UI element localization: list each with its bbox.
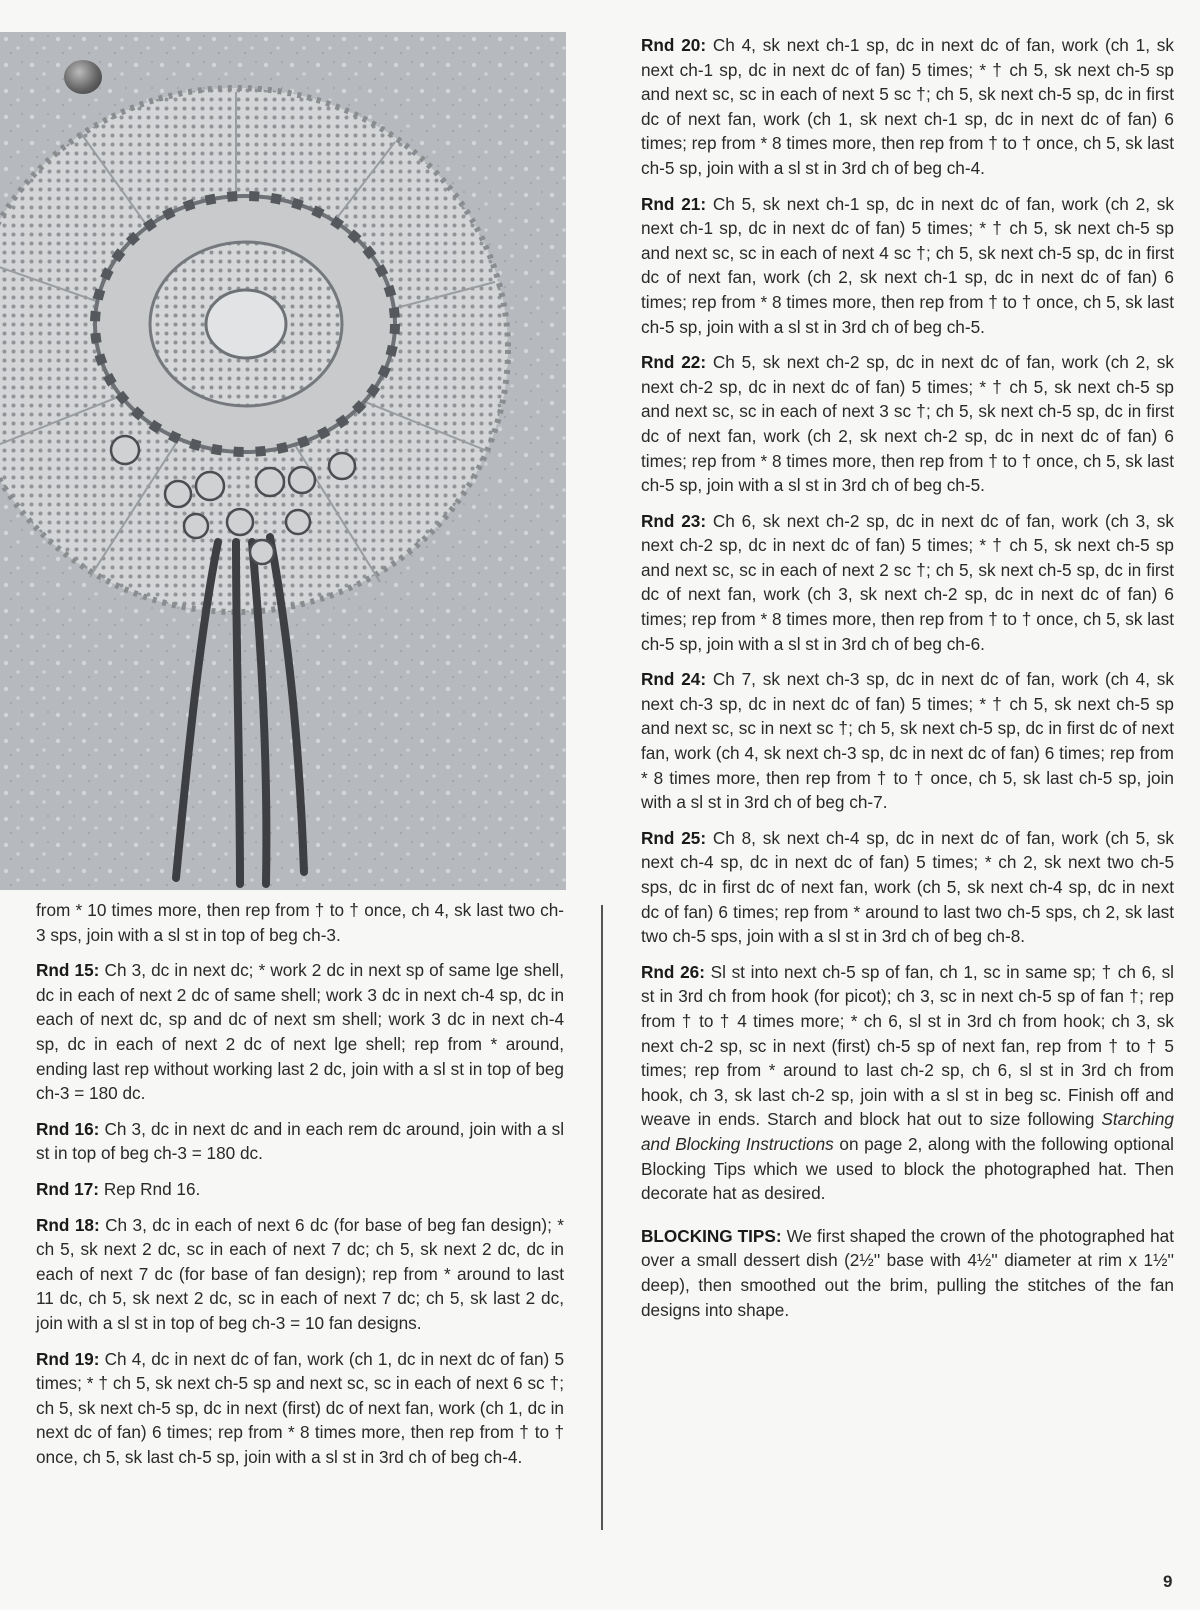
- round-label: Rnd 21:: [641, 193, 707, 214]
- round-26: [641, 960, 1174, 1206]
- round-text-end: on page 2, along with the following optional Blocking Tips which we used to block the photographed hat. Then decorate hat as desired.: [641, 1133, 1174, 1204]
- round-text: Ch 3, dc in each of next 6 dc (for base of beg fan design); * ch 5, sk next 2 dc, sc in each of next 7 dc; ch 5, sk next 2 dc, dc in each of next 7 dc (for base of fan design); rep from * around to last 11 dc, ch 5, sk next 2 dc, sc in each of next 7 dc; ch 5, sk last 2 dc, join with a sl st in top of beg ch-3 = 10 fan designs.: [36, 1214, 564, 1333]
- hat-crown: [95, 196, 395, 452]
- round-text: Sl st into next ch-5 sp of fan, ch 1, sc in same sp; † ch 6, sl st in 3rd ch from hook (for picot); ch 3, sc in next ch-5 sp of fan †; rep from † to † 4 times more; * ch 6, sl st in 3rd ch from hook; ch 3, sk next ch-2 sp, sc in next (first) ch-5 sp of next fan, rep from † to † 5 times; rep from * around to last ch-2 sp, ch 6, sl st in 3rd ch from hook, ch 3, sk last ch-2 sp, join with a sl st in beg sc. Finish off and weave in ends. Starch and block hat out to size following: [641, 961, 1174, 1130]
- round-text: Ch 6, sk next ch-2 sp, dc in next dc of fan, work (ch 3, sk next ch-2 sp, dc in next dc of fan) 5 times; * † ch 5, sk next ch-5 sp and next sc, sc in each of next 2 sc †; ch 5, sk next ch-5 sp, dc in first dc of next fan, work (ch 3, sk next ch-2 sp, dc in next dc of fan) 6 times; rep from * 8 times more, then rep from † to † once, ch 5, sk last ch-5 sp, join with a sl st in 3rd ch of beg ch-6.: [641, 510, 1174, 654]
- round-text: Ch 4, sk next ch-1 sp, dc in next dc of fan, work (ch 1, sk next ch-1 sp, dc in next dc of fan) 5 times; * † ch 5, sk next ch-5 sp and next sc, sc in each of next 5 sc †; ch 5, sk next ch-5 sp, dc in first dc of next fan, work (ch 1, sk next ch-1 sp, dc in next dc of fan) 6 times; rep from * 8 times more, then rep from † to † once, ch 5, sk last ch-5 sp, join with a sl st in 3rd ch of beg ch-4.: [641, 35, 1174, 178]
- page-number: 9: [1163, 1572, 1173, 1591]
- column-divider: [601, 905, 603, 1530]
- round-label: Rnd 15:: [36, 960, 100, 981]
- round-label: Rnd 16:: [36, 1118, 100, 1139]
- round-19: [36, 1347, 564, 1470]
- blocking-tips-text: We first shaped the crown of the photographed hat over a small dessert dish (2½'' base with 4½'' diameter at rim x 1½'' deep), then smoothed out the brim, pulling the stitches of the fan designs into shape.: [641, 1225, 1174, 1320]
- round-text: Ch 3, dc in next dc; * work 2 dc in next sp of same lge shell, dc in each of next 2 dc of same shell; work 3 dc in next ch-4 sp, dc in each of next dc, sp and dc of next sm shell; work 3 dc in next ch-4 sp, dc in each of next 2 dc of next lge shell; rep from * around, ending last rep without working last 2 dc, join with a sl st in top of beg ch-3 = 180 dc.: [36, 960, 564, 1104]
- round-text: Ch 5, sk next ch-2 sp, dc in next dc of fan, work (ch 2, sk next ch-2 sp, dc in next dc of fan) 5 times; * † ch 5, sk next ch-5 sp and next sc, sc in each of next 3 sc †; ch 5, sk next ch-5 sp, dc in first dc of next fan, work (ch 2, sk next ch-2 sp, dc in next dc of fan) 6 times; rep from * 8 times more, then rep from † to † once, ch 5, sk last ch-5 sp, join with a sl st in 3rd ch of beg ch-5.: [641, 352, 1174, 496]
- round-label: Rnd 22:: [641, 352, 707, 373]
- round-label: Rnd 25:: [641, 827, 707, 848]
- continuation-paragraph: from * 10 times more, then rep from † to † once, ch 4, sk last two ch-3 sps, join with a sl st in top of beg ch-3.: [36, 900, 564, 945]
- round-22: [641, 350, 1174, 498]
- round-20: [641, 33, 1174, 181]
- round-text: Ch 5, sk next ch-1 sp, dc in next dc of fan, work (ch 2, sk next ch-1 sp, dc in next dc of fan) 5 times; * † ch 5, sk next ch-5 sp and next sc, sc in each of next 4 sc †; ch 5, sk next ch-5 sp, dc in first dc of next fan, work (ch 2, sk next ch-1 sp, dc in next dc of fan) 6 times; rep from * 8 times more, then rep from † to † once, ch 5, sk last ch-5 sp, join with a sl st in 3rd ch of beg ch-5.: [641, 193, 1174, 337]
- crochet-hat-photo: [0, 32, 566, 890]
- round-text: Rep Rnd 16.: [103, 1178, 201, 1199]
- round-24: [641, 667, 1174, 815]
- round-label: Rnd 17:: [36, 1178, 100, 1199]
- round-label: Rnd 26:: [641, 961, 705, 982]
- instructions-reference: Starching and Blocking Instructions: [641, 1109, 1174, 1154]
- round-text: Ch 3, dc in next dc and in each rem dc around, join with a sl st in top of beg ch-3 = 180 dc.: [36, 1118, 565, 1164]
- round-label: Rnd 18:: [36, 1214, 100, 1235]
- round-23: [641, 509, 1174, 657]
- round-25: [641, 826, 1174, 949]
- blocking-tips-label: BLOCKING TIPS:: [641, 1225, 782, 1246]
- blocking-tips: [641, 1224, 1174, 1322]
- round-16: [36, 1117, 564, 1166]
- push-pin: [64, 60, 102, 94]
- left-text-column: [36, 898, 564, 1480]
- round-15: [36, 958, 564, 1106]
- round-label: Rnd 20:: [641, 35, 707, 55]
- round-label: Rnd 24:: [641, 669, 707, 690]
- round-text: Ch 4, dc in next dc of fan, work (ch 1, dc in next dc of fan) 5 times; * † ch 5, sk next ch-5 sp and next sc, sc in each of next 6 sc †; ch 5, sk next ch-5 sp, dc in next (first) dc of next fan, work (ch 1, dc in next dc of fan) 6 times; rep from * 8 times more, then rep from † to † once, ch 5, sk last ch-5 sp, join with a sl st in 3rd ch of beg ch-4.: [36, 1348, 564, 1467]
- round-17: [36, 1177, 564, 1202]
- round-text: Ch 8, sk next ch-4 sp, dc in next dc of fan, work (ch 5, sk next ch-4 sp, dc in next dc of fan) 5 times; * ch 2, sk next two ch-5 sps, dc in first dc of next fan, work (ch 5, sk next ch-4 sp, dc in next dc of fan) 6 times; rep from * around to last two ch-5 sps, ch 2, sk last two ch-5 sps, join with a sl st in 3rd ch of beg ch-8.: [641, 827, 1174, 947]
- round-label: Rnd 23:: [641, 510, 707, 531]
- hat-illustration: [0, 32, 566, 890]
- round-text: Ch 7, sk next ch-3 sp, dc in next dc of fan, work (ch 4, sk next ch-3 sp, dc in next dc of fan) 5 times; * † ch 5, sk next ch-5 sp and next sc, sc in next sc †; ch 5, sk next ch-5 sp, dc in first dc of next fan, work (ch 4, sk next ch-3 sp, dc in next dc of fan) 6 times; rep from * 8 times more, then rep from † to † once, ch 5, sk last ch-5 sp, join with a sl st in 3rd ch of beg ch-7.: [641, 669, 1174, 813]
- round-21: [641, 192, 1174, 340]
- round-label: Rnd 19:: [36, 1348, 100, 1369]
- right-text-column: [641, 33, 1174, 1333]
- round-18: [36, 1213, 564, 1336]
